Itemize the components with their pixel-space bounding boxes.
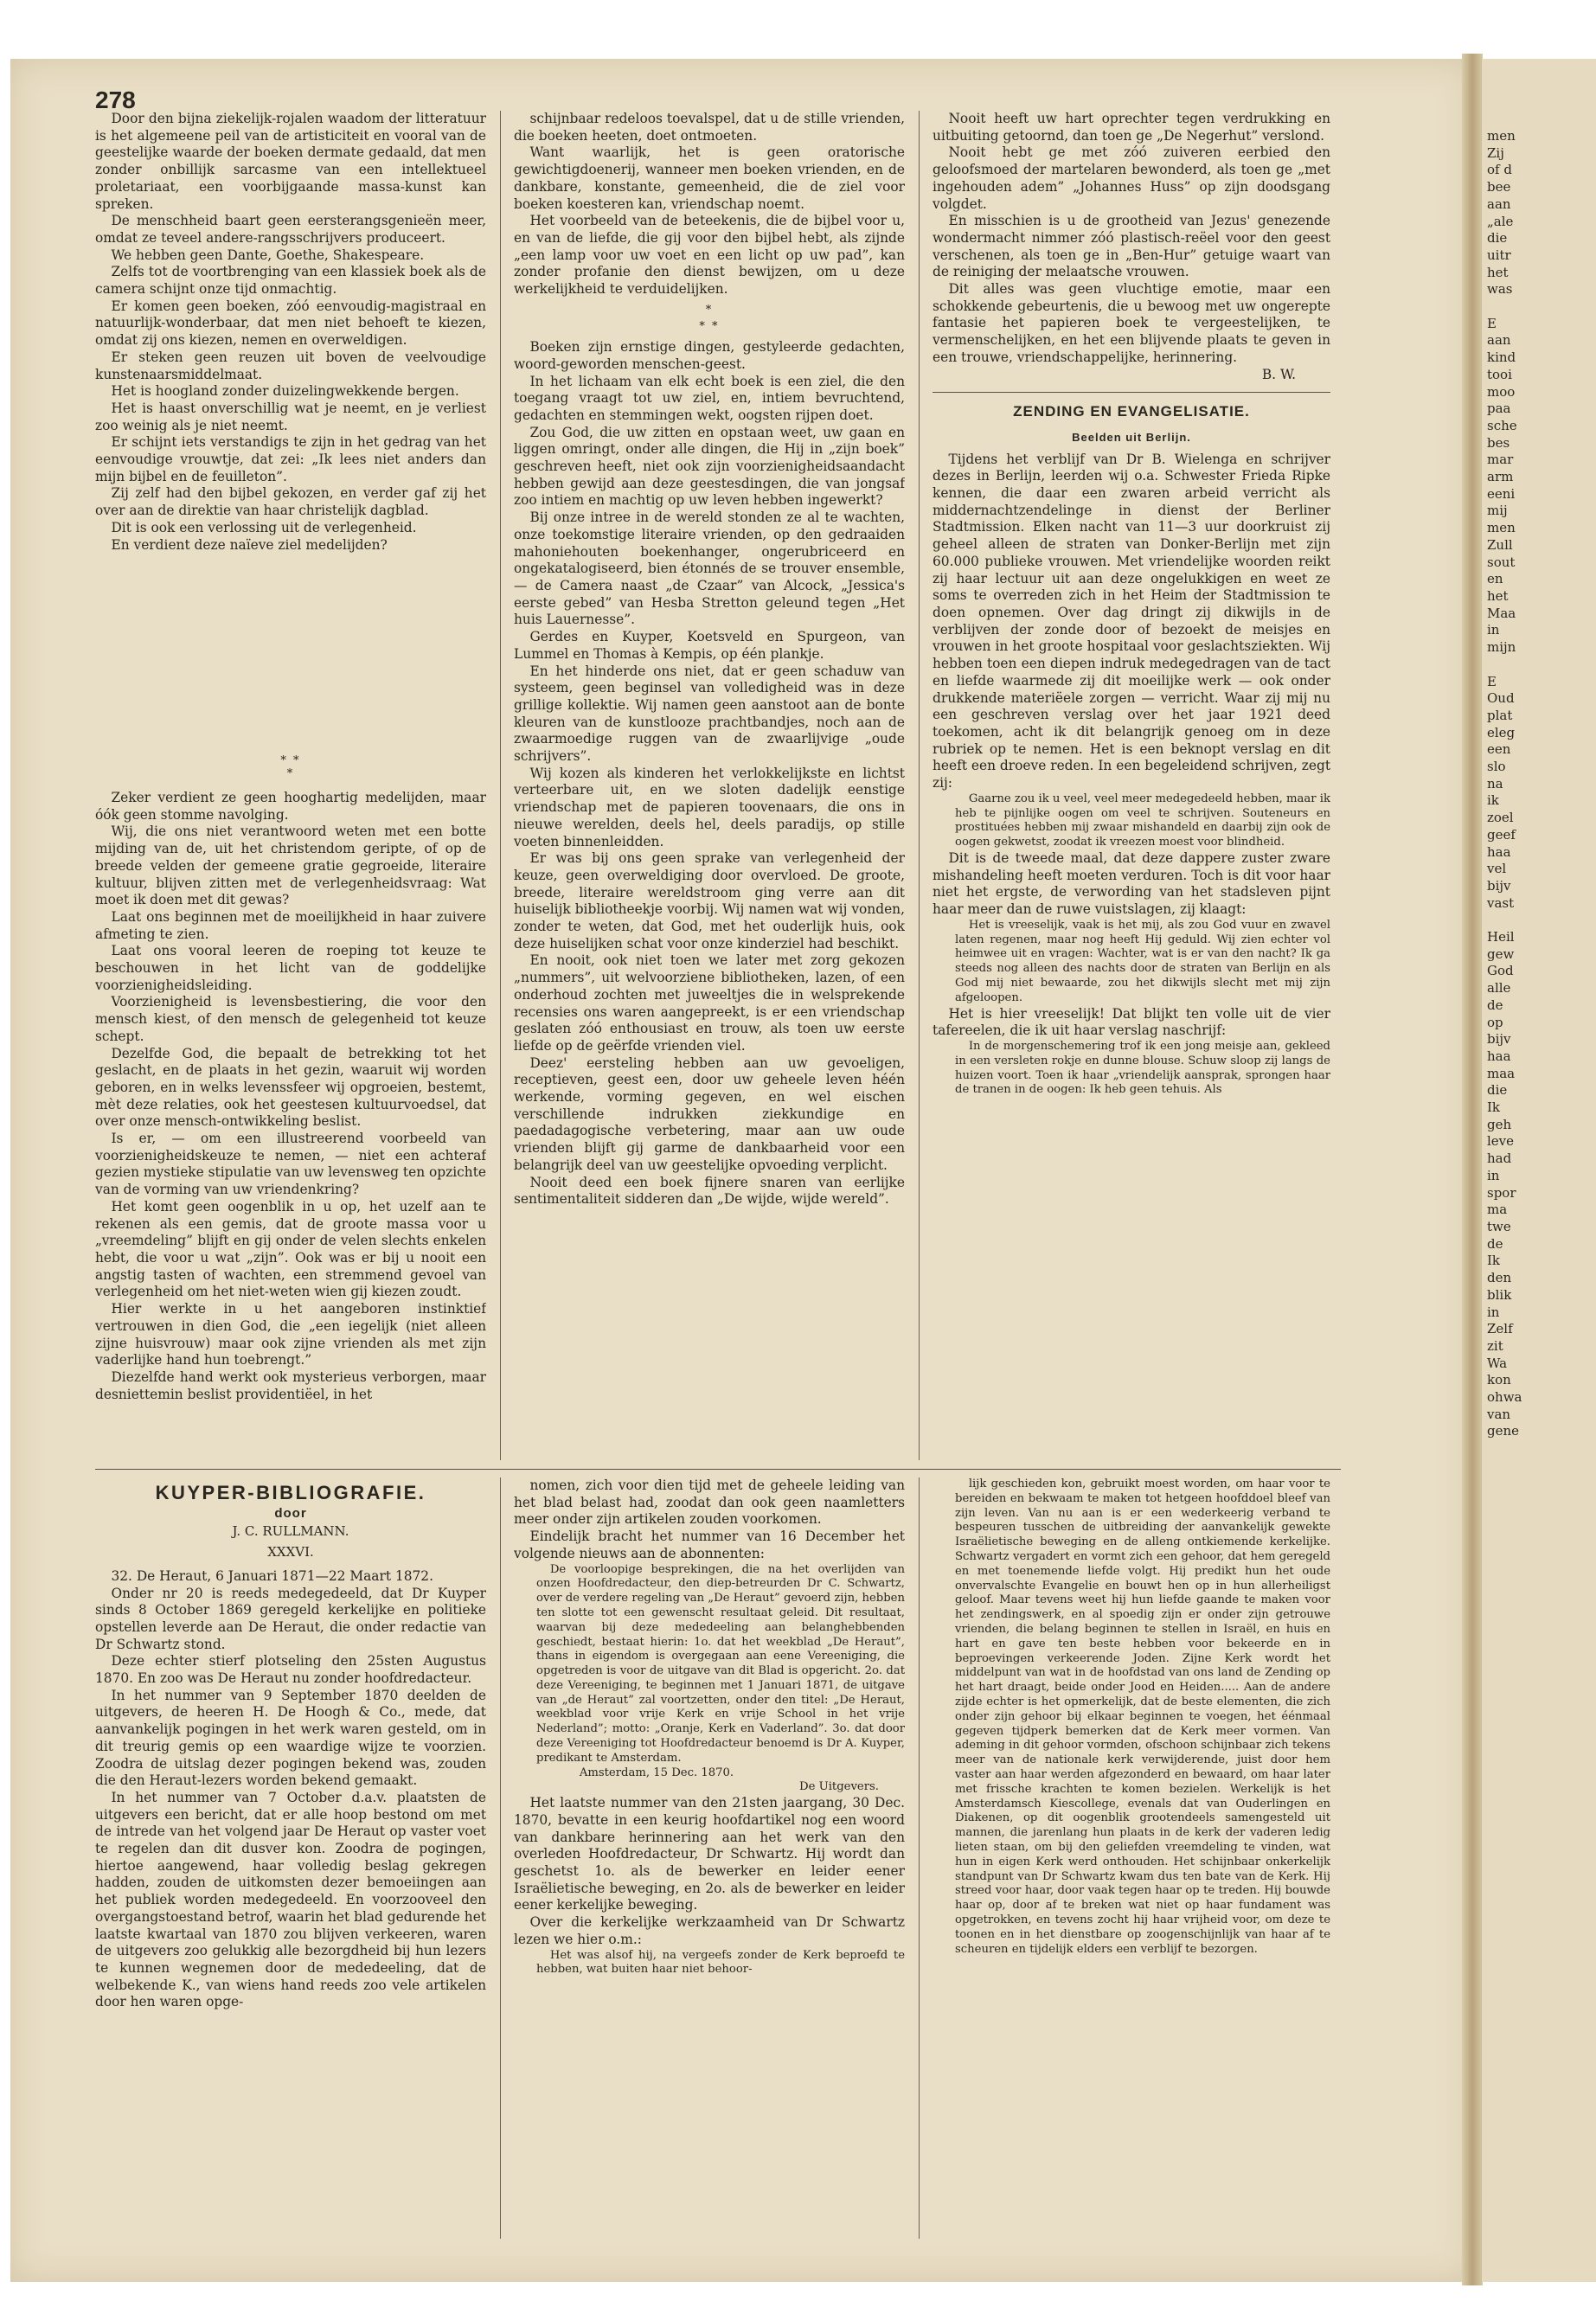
paragraph: Er was bij ons geen sprake van verlegenheid der keuze, geen overweldiging door overvloed. De groote, breede, literaire wereldstroom ging verre aan dit huiselijk bibliotheekje voorbij. Wij namen wat wij vonden, zonder te weten, dat God, met het ouderlijk huis, ook deze huiselijken schat voor onze kinderziel had beschikt.	[514, 850, 905, 952]
fragment-line: bes	[1487, 434, 1510, 451]
paragraph: Wij kozen als kinderen het verlokkelijkste en lichtst verteerbare uit, en we sloten dadelijk eenstige vriendschap met de papieren toovenaars, die ons in nieuwe werelden, deels hel, deels paradijs, op stille voeten binnenleidden.	[514, 765, 905, 849]
quote: Het was alsof hij, na vergeefs zonder de Kerk beproefd te hebben, wat buiten haar niet behoor-	[536, 1948, 905, 1977]
fragment-line: de	[1487, 1235, 1503, 1252]
paragraph: En verdient deze naïeve ziel medelijden?	[111, 536, 388, 553]
fragment-line: Ik	[1487, 1099, 1501, 1116]
paragraph: Zij zelf had den bijbel gekozen, en verder gaf zij het over aan de direktie van haar christelijk dagblad.	[95, 485, 486, 519]
paragraph: Het is hier vreeselijk! Dat blijkt ten volle uit de vier tafereelen, die ik uit haar verslag naschrijf:	[933, 1005, 1330, 1039]
fragment-line: vel	[1487, 861, 1507, 877]
column-rule	[500, 111, 501, 1460]
paragraph: Laat ons beginnen met de moeilijkheid in haar zuivere afmeting te zien.	[95, 908, 486, 942]
fragment-line: E	[1487, 315, 1497, 331]
section-title: KUYPER-BIBLIOGRAFIE.	[155, 1482, 426, 1503]
fragment-line: gene	[1487, 1423, 1520, 1439]
fragment-line: na	[1487, 775, 1503, 792]
fragment-line: ma	[1487, 1202, 1508, 1218]
fragment-line: paa	[1487, 401, 1511, 417]
fragment-line: kind	[1487, 349, 1516, 366]
fragment-line: Zelf	[1487, 1321, 1513, 1337]
fragment-line: in	[1487, 1167, 1500, 1183]
fragment-line: arm	[1487, 469, 1514, 485]
page-number: 278	[95, 87, 136, 113]
fragment-line: gew	[1487, 945, 1515, 962]
column-3	[933, 111, 1330, 1456]
adjacent-page-fragments	[1487, 128, 1596, 1440]
fragment-line: slo	[1487, 759, 1506, 775]
paragraph: Bij onze intree in de wereld stonden ze al te wachten, onze toekomstige literaire vrienden, op den gedraaiden mahoniehouten boekenhanger, ongerubriceerd en ongekatalogiseerd, bien étonnés de se trouver ensemble, — de Camera naast „de Czaar” van Alcock, „Jessica's eerste gebed” van Hesba Stretton geleund tegen „Het huis Lauernesse”.	[514, 510, 905, 628]
fragment-line: leve	[1487, 1133, 1515, 1150]
fragment-line: twe	[1487, 1219, 1511, 1234]
fragment-line: Wa	[1487, 1355, 1508, 1371]
paragraph: In het nummer van 9 September 1870 deelden de uitgevers, de heeren H. De Hoogh & Co., mede, dat aanvankelijk pogingen in het werk waren gesteld, om in dit treurig gemis op een waardige wijze te voorzien. Zoodra de uitslag dezer pogingen bekend was, zouden die den Heraut-lezers worden bekend gemaakt.	[95, 1687, 486, 1789]
quote: lijk geschieden kon, gebruikt moest worden, om haar voor te bereiden en bekwaam te maken tot hetgeen hoofddoel bleef van zijn leven. Van nu aan is er een wederkeerig verband te bespeuren tusschen de uitbreiding der aanvankelijk gewekte Israëlietische beweging en de alleng ontkiemende kerkelijke. Schwartz vergadert en vormt zich een gehoor, dat hem geregeld en met toenemende liefde volgt. Hij predikt hun het oude onvervalschte Evangelie en bouwt hen op in hun allerheiligst geloof. Maar tevens weet hij hun liefde gaande te maken voor het zendingswerk, en al spoedig zijn er onder zijn getrouwe vrienden, die belang beginnen te stellen in Israël, en huis en hart en gave ten beste hebben voor bekeerde en in beproevingen verkeerende Joden. Zijne Kerk wordt het middelpunt van wat in de hoofdstad van ons land de Zending op het hart draagt, beide onder Jood en Heiden..... Aan de andere zijde echter is het opmerkelijk, dat de beste elementen, die zich onder zijn gehoor bij elkaar beginnen te voegen, het éénmaal gegeven tijdperk bemerken dat de Kerk meer vormen. Van ademing in dit gehoor vormden, ofschoon schijnbaar zich tekens meer van de nationale kerk verwijderende, juist door hem vaster aan haar werden afgezonderd en bewaard, om haar later met frissche krachten te komen bezielen. Werkelijk is het Amsterdamsch Kiescollege, evenals dat van Ouderlingen en Diakenen, op dit oogenblik grootendeels samengesteld uit mannen, die jarenlang hun plaats in de kerk der vaderen ledig lieten staan, om bij den geliefden vreemdeling te vinden, wat hun in eigen Kerk werd onthouden. Het schijnbaar onkerkelijk standpunt van Dr Schwartz kwam dus ten bate van de Kerk. Hij streed voor haar, door vaak tegen haar op te treden. Hij bouwde haar op, door af te breken wat niet op haar fundament was opgetrokken, en tevens zocht hij haar vrijheid voor, om deze te toonen en in het dienstbare op zoogenschijnlijk van haar af te scheuren en tijdelijk elders een verblijf te bezorgen.	[955, 1477, 1330, 1956]
paragraph: Boeken zijn ernstige dingen, gestyleerde gedachten, woord-geworden menschen-geest.	[514, 339, 905, 372]
paragraph: Want waarlijk, het is geen oratorische gewichtigdoenerij, wanneer men boeken vrienden, en de dankbare, konstante, gemeenheid, die de ziel voor boeken koesteren kan, vriendschap noemt.	[514, 144, 905, 212]
paragraph: Het is hoogland zonder duizelingwekkende bergen.	[111, 383, 459, 400]
fragment-line: een	[1487, 741, 1511, 758]
paragraph: Er komen geen boeken, zóó eenvoudig-magistraal en natuurlijk-wonderbaar, dat men niet behoeft te kiezen, omdat zij ons kiezen, nemen en overweldigen.	[95, 298, 486, 349]
paragraph: Dezelfde God, die bepaalt de betrekking tot het geslacht, en de plaats in het gezin, waaruit wij worden geboren, en in welks levenssfeer wij opgroeien, bestemt, mèt deze relaties, ook het geestesen kultuurvoedsel, dat over onze mensch-ontwikkeling beslist.	[95, 1045, 486, 1130]
fragment-line: in	[1487, 622, 1500, 638]
fragment-line: Oud	[1487, 690, 1515, 707]
paragraph: Zelfs tot de voortbrenging van een klassiek boek als de camera schijnt onze tijd onmachtig.	[95, 264, 486, 298]
fragment-line: men	[1487, 128, 1516, 144]
fragment-line: „ale	[1487, 213, 1514, 229]
quote: In de morgenschemering trof ik een jong meisje aan, gekleed in een versleten rokje en dunne blouse. Schuw sloop zij langs de huizen voort. Toen ik haar „vriendelijk aansprak, sprongen haar de tranen in de oogen: Ik heb geen tehuis. Als	[955, 1039, 1330, 1097]
fragment-line: E	[1487, 673, 1497, 689]
fragment-line: ik	[1487, 792, 1499, 809]
fragment-line: sout	[1487, 554, 1516, 570]
fragment-line: zoel	[1487, 810, 1514, 826]
paragraph: Het is haast onverschillig wat je neemt, en je verliest zoo weinig als je niet neemt.	[95, 400, 486, 433]
section-title: ZENDING EN EVANGELISATIE.	[1013, 403, 1250, 420]
paragraph: We hebben geen Dante, Goethe, Shakespeare.	[111, 247, 425, 263]
paragraph: Voorzienigheid is levensbestiering, die voor den mensch kiest, of den mensch de gelegenheid tot keuze schept.	[95, 994, 486, 1044]
fragment-line: uitr	[1487, 247, 1511, 263]
fragment-line: ohwa	[1487, 1389, 1522, 1406]
fragment-line: aan	[1487, 195, 1511, 212]
paragraph: En misschien is u de grootheid van Jezus' genezende wondermacht nimmer zóó plastisch-reëel voor den geest verschenen, als toen ge in „Ben-Hur” getuige waart van de reiniging der melaatsche vrouwen.	[933, 213, 1330, 280]
paragraph: Hier werkte in u het aangeboren instinktief vertrouwen in dien God, die „een iegelijk (niet alleen zijne huisvrouw) maar ook zijne vrienden als met zijn vaderlijke hand hun toebrengt.”	[95, 1301, 486, 1368]
paragraph: nomen, zich voor dien tijd met de geheele leiding van het blad belast had, zoodat dan ook geen naamletters meer onder zijn artikelen zouden voorkomen.	[514, 1477, 905, 1528]
fragment-line: haa	[1487, 843, 1511, 860]
fragment-line: mijn	[1487, 639, 1516, 656]
column-1-top	[95, 111, 486, 742]
paragraph: In het nummer van 7 October d.a.v. plaatsten de uitgevers een bericht, dat er alle hoop bestond om met de intrede van het volgend jaar De Heraut op vaster voet te regelen dan dit dusver kon. Zoodra de pogingen, hiertoe aangewend, haar volledig beslag gekregen hadden, zouden de uitkomsten dezer bemoeiingen aan het publiek worden medegedeeld. En voorzooveel den overgangstoestand betrof, waarin het blad gedurende het laatste kwartaal van 1870 zou blijven verkeeren, waren de uitgevers zoo gelukkig alle bezorgdheid bij hun lezers te kunnen wegnemen door de mededeeling, dat de welbekende K., van wiens hand reeds zoo vele artikelen door hen waren opge-	[95, 1789, 486, 2010]
section-rule	[95, 1469, 1341, 1470]
fragment-line: of d	[1487, 162, 1512, 178]
fragment-line: geef	[1487, 826, 1516, 843]
page-fold	[1462, 54, 1483, 2285]
paragraph: Dit is ook een verlossing uit de verlegenheid.	[111, 519, 417, 535]
signature: De Uitgevers.	[799, 1780, 879, 1794]
paragraph: Nooit deed een boek fijnere snaren van eerlijke sentimentaliteit sidderen dan „De wijde, wijde wereld”.	[514, 1174, 905, 1208]
column-2	[514, 111, 905, 1456]
fragment-line: Heil	[1487, 929, 1515, 945]
paragraph: Diezelfde hand werkt ook mysterieus verborgen, maar desniettemin beslist providentiëel, in het	[95, 1368, 486, 1402]
fragment-line: eleg	[1487, 724, 1516, 740]
paragraph: Dit is de tweede maal, dat deze dappere zuster zware mishandeling heeft moeten verduren. Toch is dit voor haar niet het ergste, de verwording van het stadsleven pijnt haar meer dan de ruwe vuistslagen, zij klaagt:	[933, 849, 1330, 918]
quote: Het is vreeselijk, vaak is het mij, als zou God vuur en zwavel laten regenen, maar nog heeft Hij geduld. Wij zien echter vol heimwee uit en vragen: Wachter, wat is er van den nacht? Ik ga steeds nog alleen des nachts door de straten van Berlijn en als God mij niet bewaarde, zou het dikwijls slecht met mij zijn afgeloopen.	[955, 918, 1330, 1004]
fragment-line: Zij	[1487, 144, 1504, 161]
paragraph: Er steken geen reuzen uit boven de veelvoudige kunstenaarsmiddelmaat.	[95, 349, 486, 382]
fragment-line: haa	[1487, 1048, 1511, 1064]
paragraph: Nooit hebt ge met zóó zuiveren eerbied den geloofsmoed der martelaren bewonderd, als toen ge „met ingehouden adem” „Johannes Huss” op zijn doodsgang volgdet.	[933, 144, 1330, 212]
fragment-line: Maa	[1487, 605, 1516, 621]
fragment-line: bee	[1487, 179, 1511, 195]
column-rule	[919, 111, 920, 1460]
asterism-divider: * * *	[699, 303, 720, 334]
quote: Gaarne zou ik u veel, veel meer medegedeeld hebben, maar ik heb te pijnlijke oogen om veel te schrijven. Souteneurs en prostituées hebben mij zwaar mishandeld en daarbij zijn ook de oogen gekwetst, zoodat ik vreezen moest voor blindheid.	[955, 792, 1330, 849]
paragraph: Zeker verdient ze geen hooghartig medelijden, maar óók geen stomme navolging.	[95, 790, 486, 823]
paragraph: Het komt geen oogenblik in u op, het uzelf aan te rekenen als een gemis, dat de groote massa voor u „vreemdeling” blijft en gij onder de velen slechts enkelen hebt, die voor u wat „zijn”. Ook was er bij u nooit een angstig tasten of wachten, een stremmend gevoel van verlegenheid om het niet-weten wien gij kiezen zoudt.	[95, 1198, 486, 1300]
column-rule	[500, 1477, 501, 2239]
paragraph: Dit alles was geen vluchtige emotie, maar een schokkende gebeurtenis, die u bewoog met uw ongerepte fantasie het papieren boek te vergeestelijken, te vermenschelijken, en het een blijvende plaats te geven in een trouwe, vriendschappelijke, herinnering.	[933, 281, 1330, 365]
paragraph: 32. De Heraut, 6 Januari 1871—22 Maart 1872.	[111, 1567, 433, 1584]
paragraph: Eindelijk bracht het nummer van 16 December het volgende nieuws aan de abonnenten:	[514, 1529, 905, 1561]
fragment-line: bijv	[1487, 877, 1511, 894]
fragment-line: den	[1487, 1270, 1512, 1286]
fragment-line: moo	[1487, 383, 1516, 400]
fragment-line: die	[1487, 1082, 1508, 1099]
fragment-line: aan	[1487, 332, 1511, 349]
fragment-line: geh	[1487, 1116, 1512, 1132]
paragraph: En nooit, ook niet toen we later met zorg gekozen „nummers”, uit welvoorziene bibliotheken, lazen, of een onderhoud zochten met juweeltjes die in welsprekende recensies ons waren aangepreekt, is er een vriendschap geslaten zóó enthousiast en trouw, als toen uw eerste liefde op de geërfde vrienden viel.	[514, 952, 905, 1054]
paragraph: Nooit heeft uw hart oprechter tegen verdrukking en uitbuiting getoornd, dan toen ge „De Negerhut” verslond.	[933, 111, 1330, 144]
fragment-line: spor	[1487, 1184, 1516, 1201]
fragment-line: Ik	[1487, 1253, 1501, 1269]
paragraph: Deze echter stierf plotseling den 25sten Augustus 1870. En zoo was De Heraut nu zonder hoofdredacteur.	[95, 1653, 486, 1687]
fragment-line: bijv	[1487, 1031, 1511, 1048]
fragment-line: het	[1487, 264, 1509, 280]
fragment-line: maa	[1487, 1065, 1516, 1081]
dateline: Amsterdam, 15 Dec. 1870.	[579, 1766, 734, 1779]
fragment-line: God	[1487, 963, 1514, 979]
fragment-line: zit	[1487, 1337, 1503, 1354]
fragment-line: eeni	[1487, 485, 1516, 502]
paragraph: Wij, die ons niet verantwoord weten met een botte mijding van de, uit het christendom geripte, of op de breede velden der gemeene gratie gegroeide, literaire kultuur, blijven zitten met de verlegenheidsvraag: Wat moet ik doen met dit gewas?	[95, 824, 486, 908]
paragraph: De menschheid baart geen eersterangsgenieën meer, omdat ze teveel andere-rangsschrijvers produceert.	[95, 213, 486, 246]
signature: B. W.	[1261, 366, 1296, 382]
section-subtitle: Beelden uit Berlijn.	[1072, 430, 1191, 444]
kuyper-column-2	[514, 1477, 905, 2239]
paragraph: En het hinderde ons niet, dat er geen schaduw van systeem, geen beginsel van volledigheid was in deze grillige kollektie. Wij namen geen aanstoot aan de bonte kleuren van de kunstlooze prachtbandjes, noch aan de zwaarmoedige ruggen van de zwaarlijvige „oude schrijvers”.	[514, 663, 905, 765]
fragment-line	[1487, 657, 1596, 674]
fragment-line: en	[1487, 571, 1503, 587]
fragment-line: het	[1487, 587, 1509, 604]
fragment-line: mar	[1487, 452, 1514, 468]
asterism-divider: * * *	[280, 754, 301, 780]
paragraph: Door den bijna ziekelijk-rojalen waadom der litteratuur is het algemeene peil van de artisticiteit en vooral van de geestelijke waarde der boeken dermate gedaald, dat men zonder onbillijk sarcasme van een intellektueel proletariaat, een voorbijgaande massa-kunst kan spreken.	[95, 111, 486, 212]
fragment-line: sche	[1487, 417, 1517, 433]
section-rule	[933, 392, 1330, 393]
fragment-line: op	[1487, 1014, 1503, 1030]
fragment-line: mij	[1487, 503, 1508, 519]
kuyper-column-1	[95, 1477, 486, 2239]
part-number: XXXVI.	[267, 1544, 314, 1561]
fragment-line: plat	[1487, 707, 1513, 723]
fragment-line: alle	[1487, 980, 1511, 997]
paragraph: Het laatste nummer van den 21sten jaargang, 30 Dec. 1870, bevatte in een keurig hoofdartikel nog een woord van dankbare herinnering aan het werk van den overleden Hoofdredacteur, Dr Schwartz. Hij wordt dan geschetst 1o. als de bewerker en leider eener Israëlietische beweging, en 2o. als de bewerker en leider eener kerkelijke beweging.	[514, 1795, 905, 1913]
fragment-line: had	[1487, 1150, 1512, 1167]
fragment-line: kon	[1487, 1372, 1511, 1388]
fragment-line: was	[1487, 281, 1513, 298]
column-1-bottom	[95, 790, 486, 1452]
paragraph: Zou God, die uw zitten en opstaan weet, uw gaan en liggen omringt, onder alle dingen, die Hij in „zijn boek” geschreven heeft, niet ook zijn voorzienigheidsaandacht hebben gewijd aan deze geestesdingen, die van jongsaf zoo intiem en machtig op uw leven hebben ingewerkt?	[514, 424, 905, 509]
fragment-line	[1487, 298, 1596, 316]
kuyper-column-3	[933, 1477, 1330, 2239]
paragraph: Deez' eersteling hebben aan uw gevoeligen, receptieven, geest een, door uw geheele leven héén werkende, vorming gegeven, en wel eischen verschillende indrukken ziekkundige en paedadagogische verbetering, maar aan uw oude vrienden blijft gij garme de dankbaarheid voor een belangrijk deel van uw geestelijke opvoeding verplicht.	[514, 1054, 905, 1173]
paragraph: Tijdens het verblijf van Dr B. Wielenga en schrijver dezes in Berlijn, leerden wij o.a. Schwester Frieda Ripke kennen, die daar een zwaren arbeid verricht als middernachtzendelinge in dienst der Berliner Stadtmission. Elken nacht van 11—3 uur doorkruist zij geheel alleen de straten van Donker-Berlijn met zijn 60.000 publieke vrouwen. Met vriendelijke woorden reikt zij haar lectuur uit aan deze ongelukkigen en weet ze soms te overreden zich in het Heim der Stadtmission te doen opnemen. Over dag dringt zij dikwijls in de verblijven der zonde door of bezoekt de meisjes en vrouwen in het groote hospitaal voor geslachtsziekten. Wij hebben toen een diepen indruk medegedragen van de tact en liefde waarmede zij dit moeilijke werk — ook onder drukkende materiëele zorgen — verricht. Waar zij mij nu een geschreven verslag over het jaar 1921 deed toekomen, acht ik dit belangrijk genoeg om in deze rubriek op te nemen. Het is een beknopt verslag en dit heeft een droeve reden. In een begeleidend schrijven, zegt zij:	[933, 451, 1330, 792]
paragraph: Is er, — om een illustreerend voorbeeld van voorzienigheidskeuze te nemen, — niet een achteraf gezien mystieke stipulatie van uw levensweg ten opzichte van de vorming van uw vriendenkring?	[95, 1131, 486, 1198]
fragment-line: blik	[1487, 1286, 1512, 1303]
author: J. C. RULLMANN.	[232, 1523, 349, 1540]
fragment-line: tooi	[1487, 366, 1512, 382]
fragment-line	[1487, 912, 1596, 929]
paragraph: Gerdes en Kuyper, Koetsveld en Spurgeon, van Lummel en Thomas à Kempis, op één plankje.	[514, 629, 905, 662]
fragment-line: men	[1487, 520, 1516, 536]
byline: door	[274, 1505, 307, 1521]
paragraph: In het lichaam van elk echt boek is een ziel, die den toegang vraagt tot uw ziel, en, intiem bevruchtend, gedachten en stemmingen wekt, oogsten rijpen doet.	[514, 373, 905, 423]
paragraph: Over die kerkelijke werkzaamheid van Dr Schwartz lezen we hier o.m.:	[514, 1914, 905, 1947]
paragraph: Er schijnt iets verstandigs te zijn in het gedrag van het eenvoudige vrouwtje, dat zei: „Ik lees niet anders dan mijn bijbel en de feuilleton”.	[95, 434, 486, 484]
column-rule	[919, 1477, 920, 2239]
paragraph: schijnbaar redeloos toevalspel, dat u de stille vrienden, die boeken heeten, doet ontmoeten.	[514, 111, 905, 144]
newspaper-page	[10, 59, 1472, 2282]
paragraph: Het voorbeeld van de beteekenis, die de bijbel voor u, en van de liefde, die gij voor den bijbel hebt, als zijnde „een lamp voor uw voet en een licht op uw pad”, kan zonder profanie den dienst bewijzen, om u deze werkelijkheid te verduidelijken.	[514, 213, 905, 298]
fragment-line: Zull	[1487, 536, 1513, 553]
fragment-line: de	[1487, 997, 1503, 1013]
paragraph: Onder nr 20 is reeds medegedeeld, dat Dr Kuyper sinds 8 October 1869 geregeld kerkelijke en politieke opstellen leverde aan De Heraut, die onder redactie van Dr Schwartz stond.	[95, 1585, 486, 1652]
fragment-line: in	[1487, 1304, 1500, 1320]
paragraph: Laat ons vooral leeren de roeping tot keuze te beschouwen in het licht van de goddelijke voorzienigheidsleiding.	[95, 943, 486, 993]
fragment-line: vast	[1487, 894, 1515, 911]
fragment-line: van	[1487, 1406, 1511, 1422]
fragment-line: die	[1487, 230, 1508, 247]
adjacent-page-edge	[1481, 59, 1596, 2282]
quote: De voorloopige besprekingen, die na het overlijden van onzen Hoofdredacteur, den diep-betreurden Dr C. Schwartz, over de verdere regeling van „De Heraut” gevoerd zijn, hebben ten slotte tot een gewenscht resultaat geleid. Dit resultaat, waarvan bij deze mededeeling aan belanghebbenden geschiedt, bestaat hierin: 1o. dat het weekblad „De Heraut”, thans in eigendom is overgegaan aan eene Vereeniging, die opgetreden is voor de uitgave van dit Blad is opgericht. 2o. dat deze Vereeniging, te beginnen met 1 Januari 1871, de uitgave van „de Heraut” zal voortzetten, onder den titel: „De Heraut, weekblad voor vrije Kerk en vrije School in het vrije Nederland”; motto: „Oranje, Kerk en Vaderland”. 3o. dat door deze Vereeniging tot Hoofdredacteur benoemd is Dr A. Kuyper, predikant te Amsterdam.	[536, 1562, 905, 1765]
